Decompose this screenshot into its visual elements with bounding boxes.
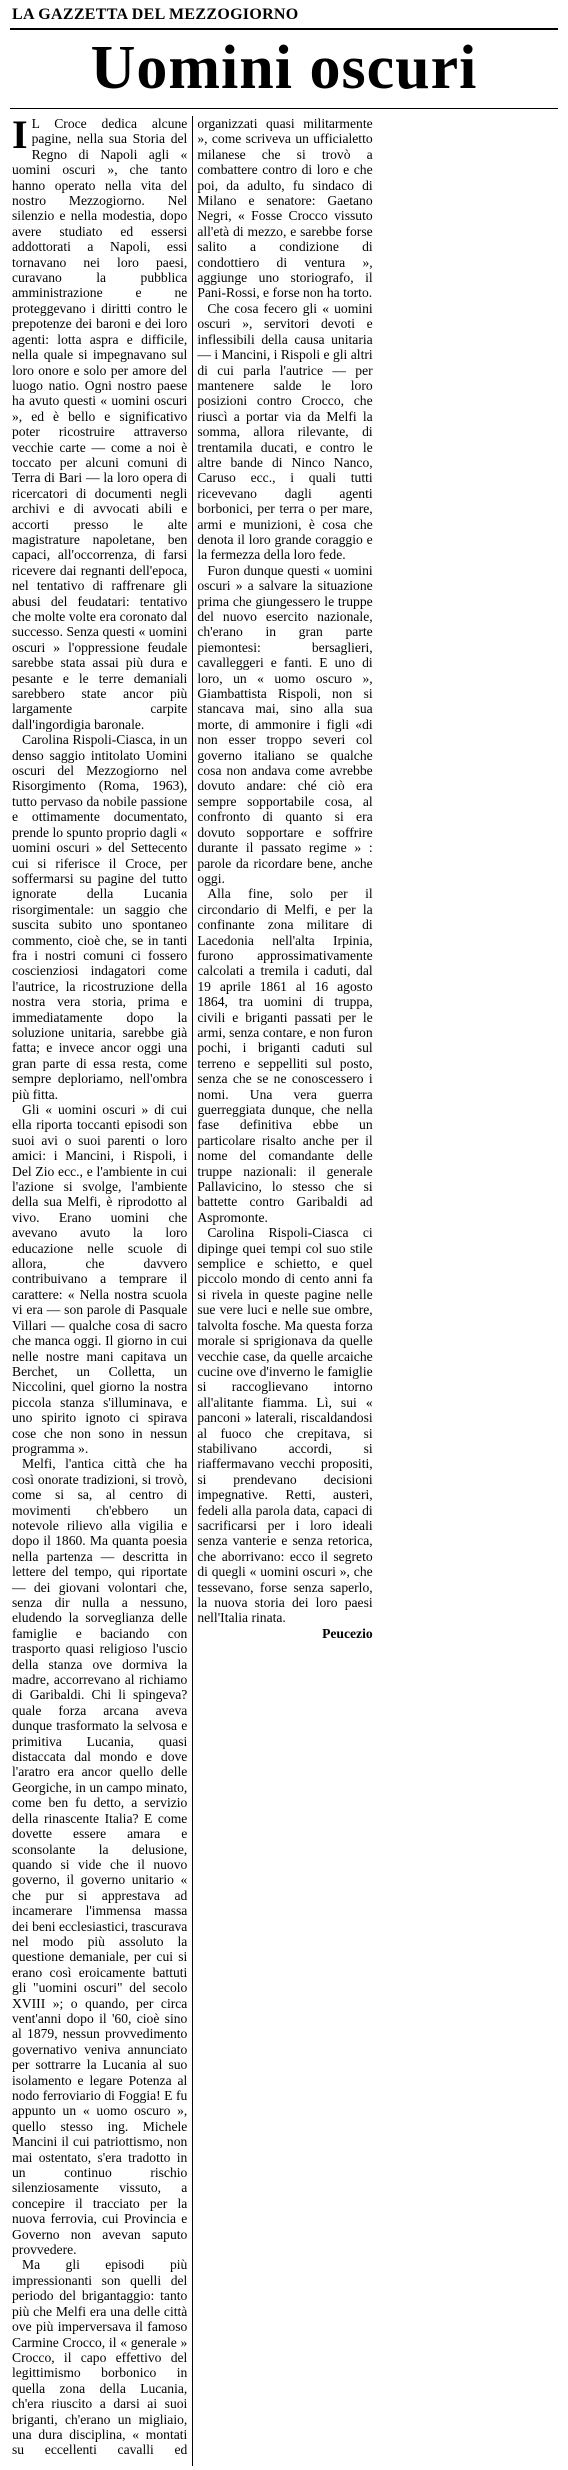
headline-rule [10,108,558,109]
article-paragraph: Che cosa fecero gli « uomini oscuri », servitori devoti e inflessibili della causa unitaria — i Mancini, i Rispoli e gli altri di cui parla l'autrice — per mantenere salde le loro posizioni contro Crocco, che riuscì a portar via da Melfi la somma, allora rilevante, di trentamila ducati, e contro le altre bande di Ninco Nanco, Caruso ecc., i quali tutti ricevevano dagli agenti borbonici, per terra o per mare, armi e munizioni, è cosa che denota il loro grande coraggio e la fermezza della loro fede. [197,300,373,563]
author-signature: Peucezio [322,1625,373,1641]
drop-cap: I [12,112,28,157]
masthead: LA GAZZETTA DEL MEZZOGIORNO [12,6,299,23]
article-paragraph: Alla fine, solo per il circondario di Melfi, e per la confinante zona militare di Lacedonia nell'alta Irpinia, furono approssimativamente calcolati a tremila i caduti, dal 19 aprile 1861 al 16 agosto 1864, tra uomini di truppa, civili e briganti passati per le armi, senza contare, e non furon pochi, i briganti caduti sul terreno e seppelliti sul posto, senza che se ne conoscessero i nomi. Una vera guerra guerreggiata dunque, che nella fase definitiva ebbe un particolare risalto anche per il nome del comandante delle truppe nazionali: il generale Pallavicino, lo stesso che si battette contro Garibaldi ad Aspromonte. [197,886,373,1225]
article-paragraph: Ma gli episodi più impressionanti son quelli del periodo del brigantaggio: tanto più che Melfi era una delle città ove più imperversava il famoso Carmine Crocco, il « generale » Crocco, il capo effettivo del legittimismo borbonico in quella zona della Lucania, ch'era riuscito a darsi ai suoi briganti, ch'erano un migliaio, una dura disciplina, « montati su eccellenti cavalli ed organizzati quasi militarmente », come scriveva un ufficialetto milanese che si trovò a combattere contro di loro e che poi, da adulto, fu sindaco di Milano e senatore: Gaetano Negri, « Fosse Crocco vissuto all'età di mezzo, e sarebbe forse salito a condizione di condottiero di ventura », aggiunge uno storiografo, il Pani-Rossi, e forse non ha torto. [12,116,373,2458]
article-paragraph: Gli « uomini oscuri » di cui ella riporta toccanti episodi son suoi avi o suoi parenti o loro amici: i Mancini, i Rispoli, i Del Zio ecc., e l'ambiente in cui l'azione si svolge, l'ambiente della sua Melfi, è riprodotto al vivo. Erano uomini che avevano avuto la loro educazione nelle scuole di allora, che davvero contribuivano a temprare il carattere: « Nella nostra scuola vi era — son parole di Pasquale Villari — qualche cosa di sacro che manca oggi. Il giorno in cui nelle nostre mani capitava un Berchet, un Colletta, un Niccolini, quel giorno la nostra piccola stanza s'illuminava, e uno spirito ignoto ci spirava cose che non sono in nessun programma ». [12,1102,188,1456]
article-paragraph: Carolina Rispoli-Ciasca ci dipinge quei tempi col suo stile semplice e schietto, e quel piccolo mondo di cento anni fa si rivela in queste pagine nelle sue vere luci e nelle sue ombre, talvolta fosche. Ma questa forza morale si sprigionava da quelle vecchie case, da quelle arcaiche cucine ove d'inverno le famiglie si raccoglievano intorno all'alitante fiamma. Lì, sui « panconi » laterali, riscaldandosi al fuoco che crepitava, si stabilivano accordi, si riaffermavano vecchi propositi, si prendevano decisioni impegnative. Retti, austeri, fedeli alla parola data, capaci di sacrificarsi per i loro ideali senza vanterie e senza retorica, che aborrivano: ecco il segreto di quegli « uomini oscuri », che tessevano, forse senza saperlo, la nuova storia dei loro paesi nell'Italia rinata. [197,1225,373,1626]
article-paragraph: Furon dunque questi « uomini oscuri » a salvare la situazione prima che giungessero le truppe del nuovo esercito nazionale, ch'erano in gran parte piemontesi: bersaglieri, cavalleggeri e fanti. E uno di loro, un « uomo oscuro », Giambattista Rispoli, non si stancava mai, sino alla sua morte, di ammonire i figli «di non esser troppo severi col governo italiano se qualche cosa non andava come avrebbe dovuto andare: ché ciò era sempre sopportabile cosa, al confronto di quanto si era dovuto sopportare e soffrire durante il passato regime » : parole da ricordare bene, anche oggi. [197,562,373,886]
top-rule [10,28,558,30]
headline: Uomini oscuri [90,34,478,102]
article-paragraph: Melfi, l'antica città che ha così onorate tradizioni, si trovò, come si sa, al centro di movimenti ch'ebbero un notevole rilievo alla vigilia e dopo il 1860. Ma quanta poesia nella partenza — descritta in lettere del tempo, qui riportate — dei giovani volontari che, senza dir nulla a nessuno, eludendo la sorveglianza delle famiglie e baciando con trasporto quasi religioso l'uscio della stanza ove dormiva la madre, accorrevano al richiamo di Garibaldi. Chi li spingeva? quale forza arcana aveva dunque trasformato la selvosa e primitiva Lucania, quasi distaccata dal mondo e dove l'aratro era ancor quello delle Georgiche, in un campo minato, come ben fu detto, a servizio della rinascente Italia? E come dovette essere amara e sconsolante la delusione, quando si vide che il nuovo governo, il governo unitario « che pur si apprestava ad incamerare l'immensa massa dei beni ecclesiastici, trascurava nel modo più assoluto la questione demaniale, per cui si erano così eroicamente battuti gli "uomini oscuri" del secolo XVIII »; o quando, per circa vent'anni dopo il '60, cioè sino al 1879, nessun provvedimento governativo veniva annunciato per sottrarre la Lucania al suo isolamento e legare Potenza al nodo ferroviario di Foggia! E fu appunto un « uomo oscuro », quello stesso ing. Michele Mancini il cui patriottismo, non mai ostentato, s'era tradotto in un continuo rischio silenziosamente vissuto, a concepire il tracciato per la nuova ferrovia, cui Provincia e Governo non avevan saputo provvedere. [12,1456,188,2258]
article-body [12,112,558,2466]
article-paragraph: Carolina Rispoli-Ciasca, in un denso saggio intitolato Uomini oscuri del Mezzogiorno nel Risorgimento (Roma, 1963), tutto pervaso da nobile passione e ottimamente documentato, prende lo spunto proprio dagli « uomini oscuri » del Settecento cui si riferisce il Croce, per soffermarsi su pagine del tutto ignorate della Lucania risorgimentale: un saggio che suscita subito uno spontaneo commento, cioè che, se in tanti fra i nostri comuni ci fossero coscienziosi indagatori come l'autrice, la ricostruzione della nostra vera storia, prima e immediatamente dopo la soluzione unitaria, sarebbe già fatta; e invece ancor oggi una gran parte di essa resta, come sempre deploriamo, nell'ombra più fitta. [12,732,188,1102]
article-paragraph: I L Croce dedica alcune pagine, nella sua Storia del Regno di Napoli agli « uomini oscuri », che tanto hanno operato nella vita del nostro Mezzogiorno. Nel silenzio e nella modestia, dopo avere studiato ed essersi addottorati a Napoli, essi tornavano nei loro paesi, curavano la pubblica amministrazione e ne proteggevano i diritti contro le prepotenze dei baroni e dei loro agenti: lotta aspra e difficile, nella quale si impegnavano sul loro onore e solo per amore del luogo natio. Ogni nostro paese ha avuto questi « uomini oscuri », ed è bello e significativo poter ricostruire attraverso vecchie carte — come a noi è toccato per alcuni comuni di Terra di Bari — la loro opera di ricercatori di documenti negli archivi e di avvocati abili e accorti presso le alte magistrature napoletane, ben capaci, all'occorrenza, di farsi ricevere dai regnanti dell'epoca, nel tentativo di raffrenare gli abusi del feudatari: tentativo che molte volte era coronato dal successo. Senza questi « uomini oscuri » l'oppressione feudale sarebbe stata assai più dura e pesante e le terre demaniali sarebbero state ancor più largamente carpite dall'ingordigia baronale. [12,112,188,732]
